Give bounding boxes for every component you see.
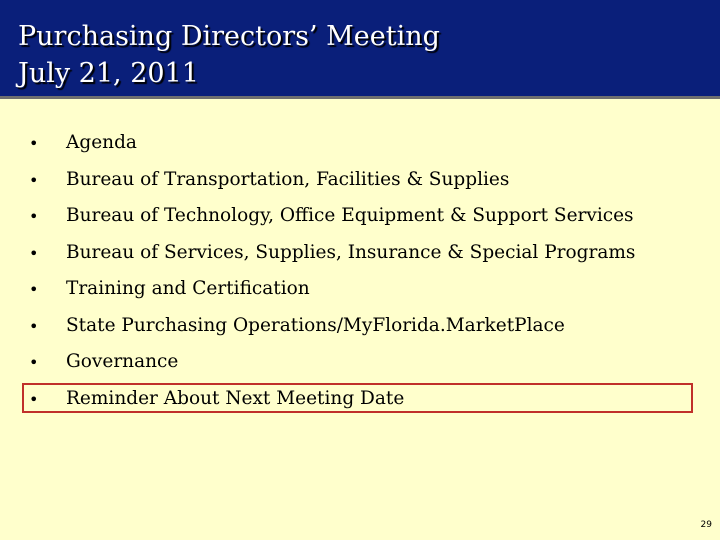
title-bar	[0, 0, 720, 96]
list-item-services	[0, 236, 720, 273]
list-item-governance	[0, 345, 720, 382]
list-item-text: Governance	[66, 351, 179, 372]
bullet-icon: •	[29, 316, 39, 336]
list-item-text: Training and Certification	[66, 278, 310, 299]
slide-title-line-1: Purchasing Directors’ Meeting	[18, 21, 440, 52]
bullet-icon: •	[29, 243, 39, 263]
bullet-icon: •	[29, 389, 39, 409]
list-item-operations	[0, 309, 720, 346]
list-item-technology	[0, 199, 720, 236]
slide-title-line-2: July 21, 2011	[18, 58, 199, 89]
list-item-text: Agenda	[66, 132, 137, 153]
list-item-text: Bureau of Services, Supplies, Insurance & Special Programs	[66, 241, 636, 263]
list-item-text: State Purchasing Operations/MyFlorida.MarketPlace	[66, 314, 565, 336]
list-item-transportation	[0, 163, 720, 200]
bullet-list	[0, 126, 720, 418]
list-item-text: Bureau of Transportation, Facilities & Supplies	[66, 168, 510, 190]
highlight-box	[22, 383, 693, 413]
list-item-text: Bureau of Technology, Office Equipment & Support Services	[66, 205, 634, 226]
bullet-icon: •	[29, 170, 39, 190]
bullet-icon: •	[29, 353, 39, 372]
title-divider	[0, 96, 720, 99]
bullet-icon: •	[29, 134, 39, 153]
list-item-text: Reminder About Next Meeting Date	[66, 387, 405, 409]
list-item-agenda	[0, 126, 720, 163]
list-item-training	[0, 272, 720, 309]
bullet-icon: •	[29, 207, 39, 226]
slide-title	[18, 18, 440, 92]
page-number: 29	[700, 520, 712, 530]
bullet-icon: •	[29, 280, 39, 299]
